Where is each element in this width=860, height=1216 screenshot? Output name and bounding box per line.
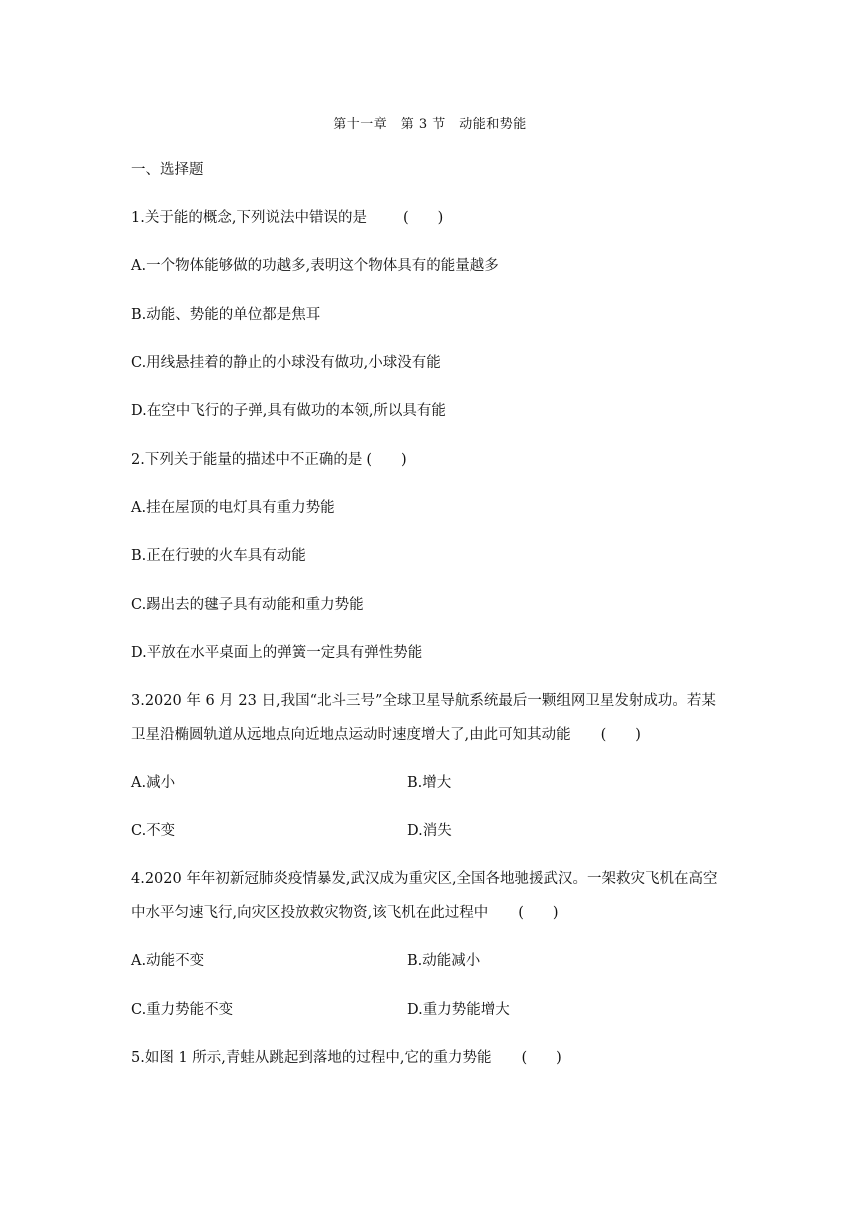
- question-1-option-a: A.一个物体能够做的功越多,表明这个物体具有的能量越多: [131, 258, 499, 274]
- question-5-text: 5.如图 1 所示,青蛙从跳起到落地的过程中,它的重力势能: [131, 1050, 492, 1066]
- question-2-option-d: D.平放在水平桌面上的弹簧一定具有弹性势能: [131, 645, 423, 661]
- question-1-stem: [131, 208, 443, 228]
- question-3-option-b: B.增大: [407, 775, 452, 791]
- answer-blank: ( ): [521, 1050, 562, 1066]
- page-title: 第十一章 第 3 节 动能和势能: [333, 117, 527, 132]
- question-3-stem-line-2: [131, 725, 641, 745]
- question-4-stem-line-1: 4.2020 年年初新冠肺炎疫情暴发,武汉成为重灾区,全国各地驰援武汉。一架救灾飞机在高空: [131, 871, 718, 887]
- answer-blank: ( ): [600, 727, 641, 743]
- question-3-text: 卫星沿椭圆轨道从远地点向近地点运动时速度增大了,由此可知其动能: [131, 727, 571, 743]
- question-3-option-c: C.不变: [131, 823, 176, 839]
- question-3-option-d: D.消失: [407, 823, 452, 839]
- answer-blank: ( ): [402, 210, 444, 226]
- question-1-option-d: D.在空中飞行的子弹,具有做功的本领,所以具有能: [131, 403, 446, 419]
- question-2-stem: [131, 450, 407, 470]
- question-3-option-a: A.减小: [131, 775, 176, 791]
- question-4-option-c: C.重力势能不变: [131, 1002, 234, 1018]
- question-3-stem-line-1: 3.2020 年 6 月 23 日,我国“北斗三号”全球卫星导航系统最后一颗组网卫星发射成功。若某: [131, 693, 716, 709]
- question-2-text: 2.下列关于能量的描述中不正确的是: [131, 452, 363, 468]
- question-4-option-b: B.动能减小: [407, 953, 481, 969]
- question-1-text: 1.关于能的概念,下列说法中错误的是: [131, 210, 367, 226]
- question-4-text: 中水平匀速飞行,向灾区投放救灾物资,该飞机在此过程中: [131, 905, 489, 921]
- question-4-option-d: D.重力势能增大: [407, 1002, 510, 1018]
- question-1-option-b: B.动能、势能的单位都是焦耳: [131, 307, 321, 323]
- question-4-stem-line-2: [131, 903, 559, 923]
- section-heading: 一、选择题: [131, 162, 204, 178]
- question-1-option-c: C.用线悬挂着的静止的小球没有做功,小球没有能: [131, 355, 441, 371]
- answer-blank: ( ): [518, 905, 559, 921]
- answer-blank: ( ): [366, 452, 407, 468]
- question-2-option-a: A.挂在屋顶的电灯具有重力势能: [131, 500, 335, 516]
- question-5-stem: [131, 1048, 562, 1068]
- question-2-option-b: B.正在行驶的火车具有动能: [131, 548, 306, 564]
- question-2-option-c: C.踢出去的毽子具有动能和重力势能: [131, 597, 364, 613]
- question-4-option-a: A.动能不变: [131, 953, 205, 969]
